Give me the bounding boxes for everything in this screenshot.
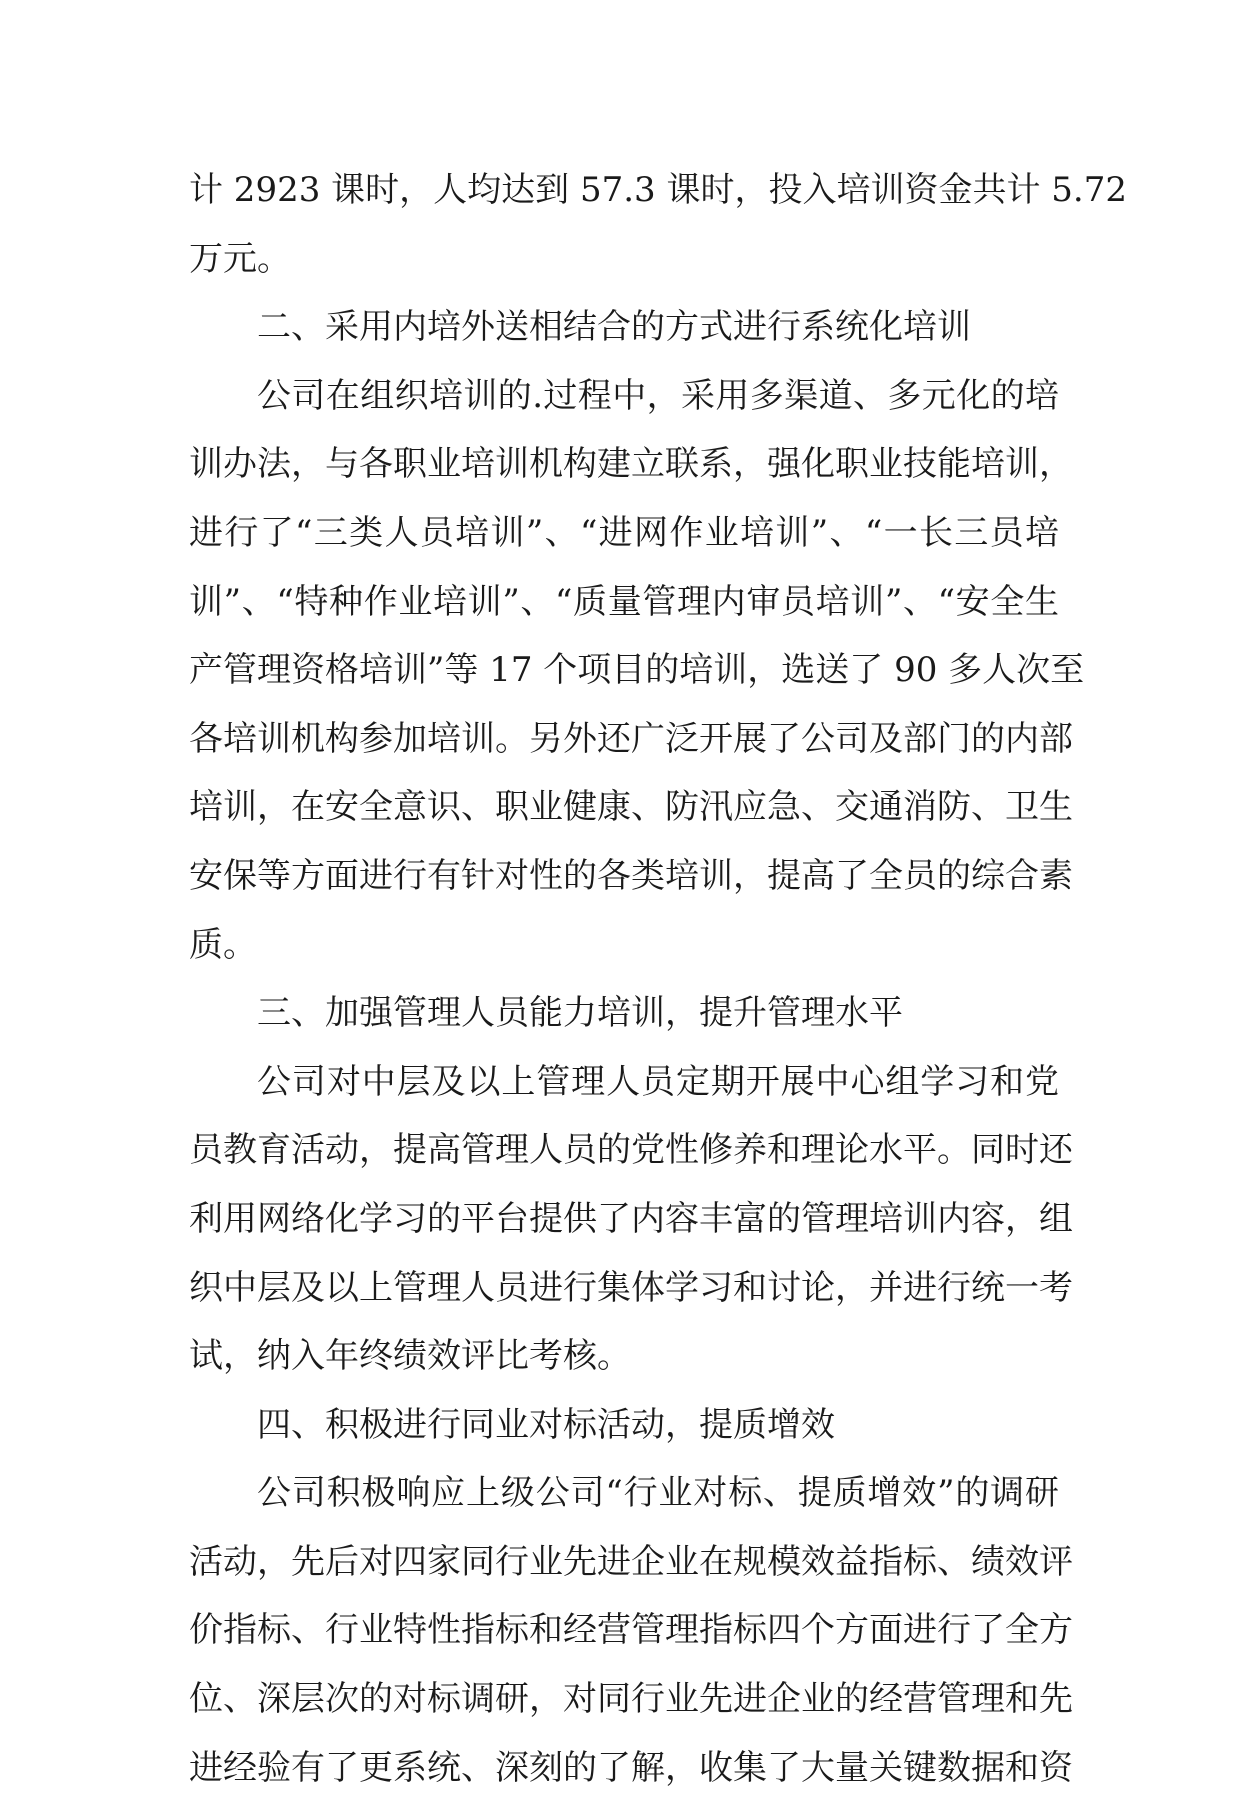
paragraph-management-training [189, 1048, 1073, 1391]
text-line: 进行了“三类人员培训”、“进网作业培训”、“一长三员培 [189, 512, 1059, 553]
text-line: 各培训机构参加培训。另外还广泛开展了公司及部门的内部 [189, 718, 1073, 759]
text-line: 培训，在安全意识、职业健康、防汛应急、交通消防、卫生 [189, 787, 1073, 828]
section-heading-4: 四、积极进行同业对标活动，提质增效 [257, 1404, 835, 1445]
text-line: 质。 [189, 924, 257, 965]
text-line: 活动，先后对四家同行业先进企业在规模效益指标、绩效评 [189, 1541, 1073, 1582]
paragraph-systematic-training [189, 362, 1085, 979]
text-line: 安保等方面进行有针对性的各类培训，提高了全员的综合素 [189, 855, 1073, 896]
text-line: 公司在组织培训的.过程中，采用多渠道、多元化的培 [257, 375, 1059, 416]
text-line: 公司积极响应上级公司“行业对标、提质增效”的调研 [257, 1473, 1059, 1514]
text-line: 产管理资格培训”等 17 个项目的培训，选送了 90 多人次至 [189, 650, 1085, 691]
text-line: 利用网络化学习的平台提供了内容丰富的管理培训内容，组 [189, 1198, 1073, 1239]
text-line: 试，纳入年终绩效评比考核。 [189, 1336, 631, 1377]
text-line: 公司对中层及以上管理人员定期开展中心组学习和党 [257, 1061, 1059, 1102]
text-line: 织中层及以上管理人员进行集体学习和讨论，并进行统一考 [189, 1267, 1073, 1308]
text-line: 计 2923 课时，人均达到 57.3 课时，投入培训资金共计 5.72 [189, 170, 1127, 210]
document-body [189, 156, 1127, 1802]
text-line: 员教育活动，提高管理人员的党性修养和理论水平。同时还 [189, 1130, 1073, 1171]
text-line: 价指标、行业特性指标和经营管理指标四个方面进行了全方 [189, 1610, 1073, 1651]
paragraph-benchmarking [189, 1459, 1073, 1802]
text-line: 训办法，与各职业培训机构建立联系，强化职业技能培训， [189, 444, 1073, 485]
section-heading-3: 三、加强管理人员能力培训，提升管理水平 [257, 993, 903, 1034]
section-heading-2: 二、采用内培外送相结合的方式进行系统化培训 [257, 307, 971, 348]
text-line: 训”、“特种作业培训”、“质量管理内审员培训”、“安全生 [189, 581, 1059, 622]
text-line: 位、深层次的对标调研，对同行业先进企业的经营管理和先 [189, 1679, 1073, 1720]
text-line: 进经验有了更系统、深刻的了解，收集了大量关键数据和资 [189, 1747, 1073, 1788]
text-line: 万元。 [189, 238, 291, 279]
paragraph-training-hours [189, 156, 1127, 293]
